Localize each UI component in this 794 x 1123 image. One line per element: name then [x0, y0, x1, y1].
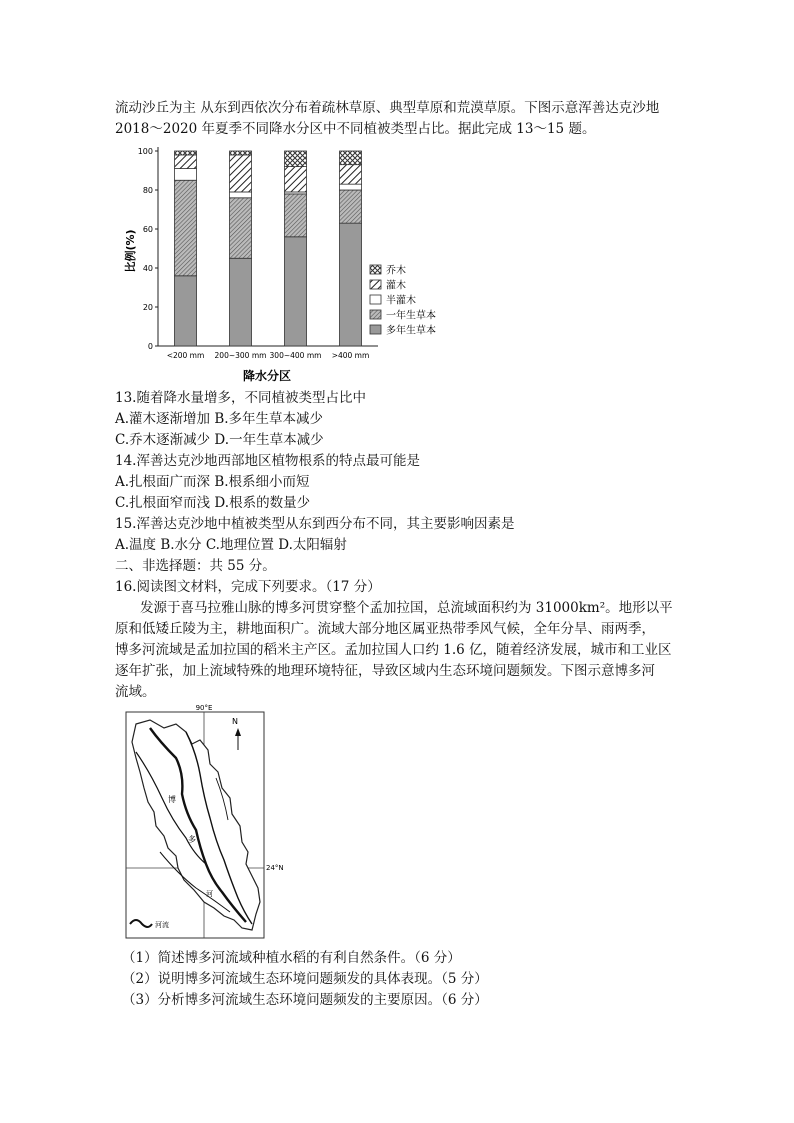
bodo-river-basin-map: [120, 702, 290, 942]
intro-line-2: 2018～2020 年夏季不同降水分区中不同植被类型占比。据此完成 13～15 题。: [115, 121, 596, 137]
x-tick-label: <200 mm: [166, 351, 205, 360]
q16-paragraph-line-1: 发源于喜马拉雅山脉的博多河贯穿整个孟加拉国，总流域面积约为 31000km²。地形以平: [140, 600, 673, 616]
river-char-2: 多: [188, 835, 196, 844]
x-axis-label: 降水分区: [242, 369, 292, 383]
lon-label: 90°E: [195, 704, 213, 712]
legend-swatch: [370, 265, 381, 274]
question-13: 13.随着降水量增多，不同植被类型占比中: [115, 390, 366, 406]
legend-label: 多年生草本: [386, 325, 436, 337]
q16-paragraph-line-2: 原和低矮丘陵为主，耕地面积广。流域大部分地区属亚热带季风气候，全年分旱、雨两季，: [115, 621, 655, 637]
question-14-options-cd: C.扎根面窄而浅 D.根系的数量少: [115, 495, 311, 511]
bar-segment: [285, 151, 307, 167]
bar-segment: [230, 198, 252, 258]
legend-swatch: [370, 325, 381, 334]
y-tick-label: 0: [147, 342, 153, 351]
q16-sub-2: （2）说明博多河流域生态环境问题频发的具体表现。（5 分）: [122, 971, 488, 987]
bar-segment: [175, 180, 197, 276]
legend-label: 一年生草本: [386, 310, 436, 322]
question-13-options-ab: A.灌木逐渐增加 B.多年生草本减少: [115, 411, 324, 427]
q16-paragraph-line-3: 博多河流域是孟加拉国的稻米主产区。孟加拉国人口约 1.6 亿，随着经济发展，城市和工业区: [115, 642, 672, 658]
y-tick-label: 100: [137, 147, 153, 156]
north-label: N: [232, 717, 238, 726]
bar-segment: [230, 155, 252, 192]
bar-segment: [340, 190, 362, 223]
question-14-options-ab: A.扎根面广而深 B.根系细小而短: [115, 474, 310, 490]
bar-segment: [285, 194, 307, 237]
legend-swatch: [370, 295, 381, 304]
legend-swatch: [370, 280, 381, 289]
q16-sub-3: （3）分析博多河流域生态环境问题频发的主要原因。（6 分）: [122, 992, 488, 1008]
y-tick-label: 40: [142, 264, 153, 273]
x-tick-label: >400 mm: [331, 351, 370, 360]
intro-line-1: 流动沙丘为主 从东到西依次分布着疏林草原、典型草原和荒漠草原。下图示意浑善达克沙地: [115, 100, 660, 116]
bar-segment: [285, 237, 307, 346]
bar-segment: [175, 151, 197, 155]
bar-segment: [285, 167, 307, 192]
legend-label: 灌木: [386, 280, 406, 292]
section-2-heading: 二、非选择题：共 55 分。: [115, 558, 276, 574]
bar-segment: [175, 155, 197, 169]
legend-swatch: [370, 310, 381, 319]
river-char-1: 博: [168, 795, 176, 804]
q16-sub-1: （1）简述博多河流域种植水稻的有利自然条件。（6 分）: [122, 950, 461, 966]
river-char-3: 河: [206, 890, 213, 898]
question-15: 15.浑善达克沙地中植被类型从东到西分布不同，其主要影响因素是: [115, 516, 515, 532]
lat-label: 24°N: [266, 864, 284, 872]
y-tick-label: 80: [142, 186, 153, 195]
question-15-options: A.温度 B.水分 C.地理位置 D.太阳辐射: [115, 537, 347, 553]
y-axis-label: 比例(%): [124, 229, 137, 273]
bar-segment: [340, 184, 362, 190]
bar-segment: [230, 151, 252, 155]
vegetation-stacked-bar-chart: [120, 143, 460, 388]
y-tick-label: 60: [142, 225, 153, 234]
question-13-options-cd: C.乔木逐渐减少 D.一年生草本减少: [115, 432, 324, 448]
bar-segment: [175, 276, 197, 346]
bar-segment: [230, 258, 252, 346]
question-14: 14.浑善达克沙地西部地区植物根系的特点最可能是: [115, 453, 420, 469]
legend-label: 乔木: [386, 265, 406, 277]
bar-segment: [340, 151, 362, 165]
q16-paragraph-line-5: 流域。: [115, 684, 156, 700]
x-tick-label: 200~300 mm: [214, 351, 267, 360]
river-legend-label: 河流: [155, 921, 169, 929]
bar-segment: [175, 169, 197, 181]
y-tick-label: 20: [142, 303, 153, 312]
bar-segment: [340, 223, 362, 346]
legend-label: 半灌木: [386, 295, 416, 307]
bar-segment: [340, 165, 362, 185]
bar-segment: [230, 192, 252, 198]
x-tick-label: 300~400 mm: [269, 351, 322, 360]
q16-paragraph-line-4: 逐年扩张，加上流域特殊的地理环境特征，导致区域内生态环境问题频发。下图示意博多河: [115, 663, 655, 679]
question-16-title: 16.阅读图文材料，完成下列要求。（17 分）: [115, 579, 381, 595]
